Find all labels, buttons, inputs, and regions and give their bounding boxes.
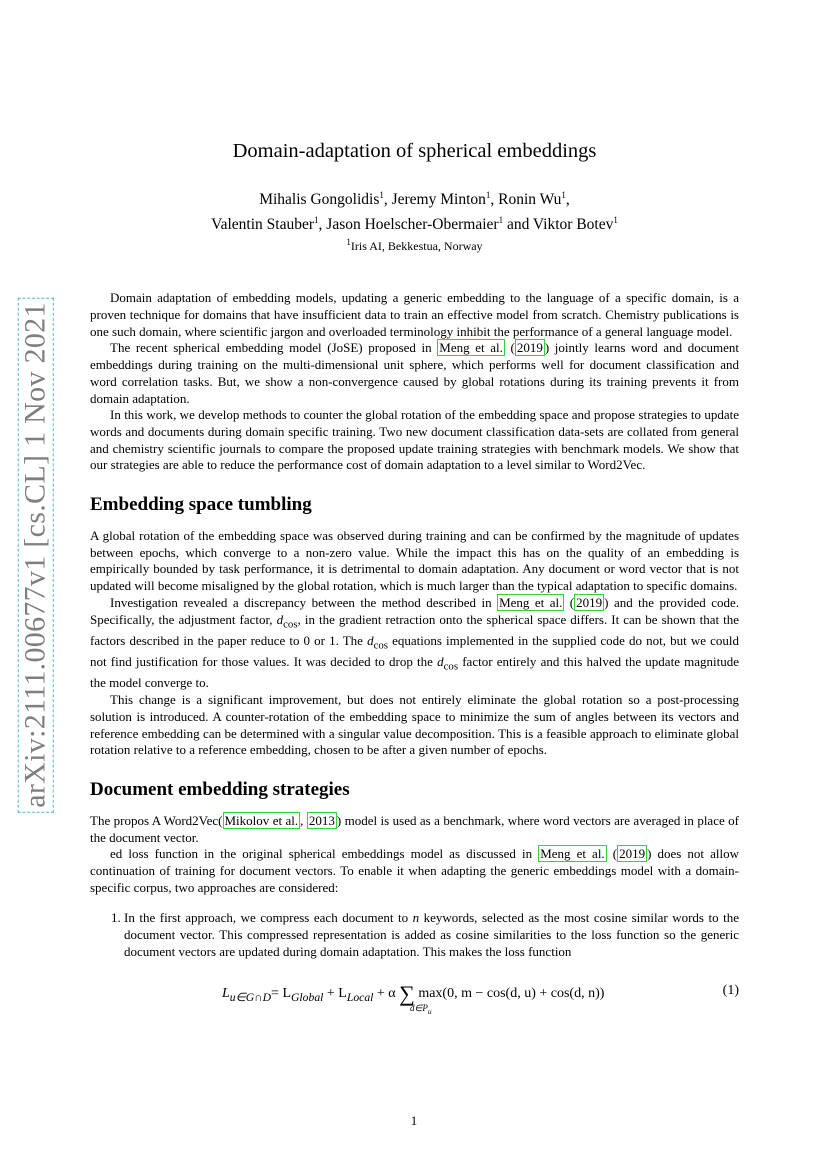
paper-title: Domain-adaptation of spherical embeddings — [232, 140, 597, 162]
equation-number: (1) — [722, 982, 739, 998]
list-item: 1. In the first approach, we compress each document to n keywords, selected as the most cosine similar words to the document vector. This compressed representation is added as cosine similarities to the loss function so the generic document vectors are updated during domain adaptation. This makes the loss function — [124, 910, 739, 960]
author: Valentin Stauber — [211, 216, 315, 234]
arxiv-id: arXiv:2111.00677v1 [cs.CL] 1 Nov 2021 — [18, 297, 54, 812]
body-paragraph: ed loss function in the original spherical embeddings model as discussed in Meng et al. ( 2019 ) does not allow continuation of training for document vectors. To enable it when adapting the generic embeddings model with a domain-specific corpus, two approaches are considered: — [90, 846, 739, 895]
section-heading: Document embedding strategies — [90, 778, 350, 800]
sum-subscript: $d\in P_u$ — [410, 1002, 432, 1016]
author: Jason Hoelscher-Obermaier — [326, 216, 499, 234]
body-paragraph: This change is a significant improvement, but does not entirely eliminate the global rotation so a post-processing solution is introduced. A counter-rotation of the embedding space to minimize the sum of angles between its vectors and reference embedding can be determined with a singular value decomposition. This is a feasible approach to eliminate global rotation relative to a reference embedding, chosen to be after a given number of epochs. — [90, 692, 739, 758]
abstract-paragraph: The recent spherical embedding model (JoSE) proposed in Meng et al. ( 2019 ) jointly learns word and document embeddings during training on the multi-dimensional unit sphere, which performs well for document classification and word correlation tasks. But, we show a non-convergence caused by global rotations during its training prevents it from domain adaptation. — [90, 340, 739, 406]
citation-link[interactable]: Meng et al. — [439, 340, 503, 356]
citation-link[interactable]: Meng et al. — [499, 594, 563, 610]
body-paragraph: The propos A Word2Vec( Mikolov et al. , 2013 ) model is used as a benchmark, where word vectors are averaged in place of the document vector. — [90, 812, 739, 845]
abstract — [90, 290, 739, 474]
approach-list — [90, 910, 739, 960]
arxiv-watermark — [13, 290, 59, 820]
page-number: 1 — [410, 1113, 418, 1128]
author: Viktor Botev — [532, 216, 614, 234]
equation — [90, 981, 739, 1021]
citation-year-link[interactable]: 2013 — [308, 812, 335, 828]
section-heading: Embedding space tumbling — [90, 494, 312, 516]
citation-year-link[interactable]: 2019 — [576, 594, 603, 610]
equation-body: $L_{u\in G\cap D}= L_{Global} + L_{Local} + \alpha$ ∑ max(0, m − cos(d, u) + cos(d, n)) $d\in P_u$ — [222, 980, 605, 1016]
author: Mihalis Gongolidis — [259, 191, 380, 209]
body-paragraph: Investigation revealed a discrepancy between the method described in Meng et al. ( 2019 ) and the provided code. Specifically, the adjustment factor, $d_{cos}$, in the gradient retraction onto the spherical space differs. It can be shown that the factors described in the paper reduce to 0 or 1. The $d_{cos}$ equations implemented in the supplied code do not, but we could not find justification for those values. It was decided to drop the $d_{cos}$ factor entirely and this halved the update magnitude the model converge to. — [90, 594, 740, 691]
author: Jeremy Minton — [391, 191, 486, 209]
citation-year-link[interactable]: 2019 — [619, 846, 646, 862]
abstract-paragraph: Domain adaptation of embedding models, updating a generic embedding to the language of a specific domain, is a proven technique for domains that have insufficient data to train an effective model from scratch. Chemistry publications is one such domain, where scientific jargon and overloaded terminology inhibit the performance of a general language model. — [90, 290, 739, 339]
citation-link[interactable]: Mikolov et al. — [224, 812, 299, 828]
body-paragraph: A global rotation of the embedding space was observed during training and can be confirmed by the magnitude of updates between epochs, which converge to a non-zero value. While the impact this has on the quality of an embedding is empirically bounded by task performance, it is detrimental to domain adaptation. Any document or word vector that is not updated will become misaligned by the global rotation, which is much larger than the typical adaptation to specific domains. — [90, 528, 739, 594]
citation-link[interactable]: Meng et al. — [540, 846, 605, 862]
author: Ronin Wu — [498, 191, 562, 209]
abstract-paragraph: In this work, we develop methods to counter the global rotation of the embedding space and propose strategies to update words and documents during domain specific training. Two new document classification data-sets are collated from general and chemistry scientific journals to compare the proposed update training strategies with benchmark models. We show that our strategies are able to reduce the performance cost of domain adaptation to a level similar to Word2Vec. — [90, 407, 739, 473]
author-list: Mihalis Gongolidis$^1$, Jeremy Minton$^1$, Ronin Wu$^1$, Valentin Stauber$^1$, Jason Hoelscher-Obermaier$^1$ and Viktor Botev$^1$ — [211, 190, 618, 234]
citation-year-link[interactable]: 2019 — [516, 340, 543, 356]
paper-page — [90, 140, 739, 1021]
affiliation: $^1$Iris AI, Bekkestua, Norway — [346, 237, 483, 254]
